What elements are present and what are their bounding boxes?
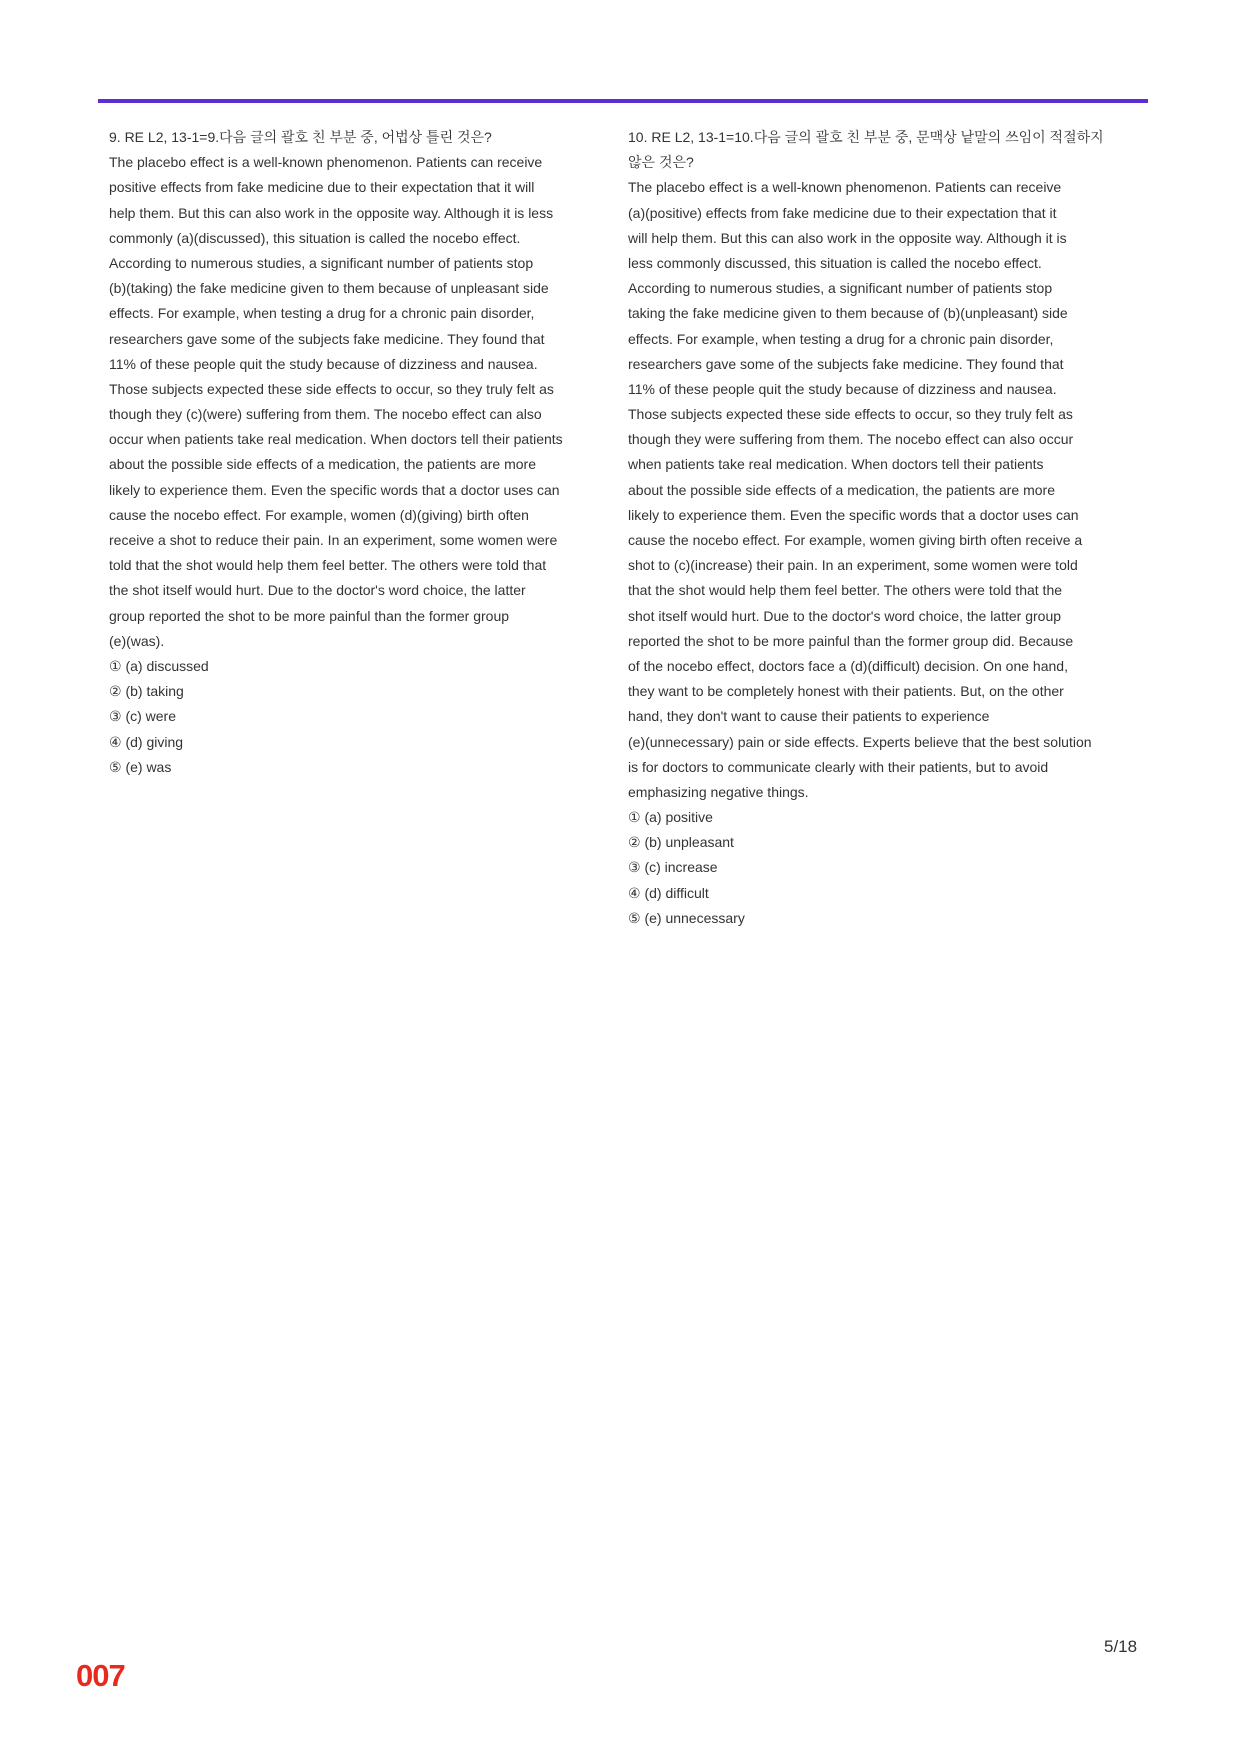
passage-line: occur when patients take real medication. When doctors tell their patients <box>109 431 563 448</box>
answer-options <box>628 805 1140 931</box>
question-column-left <box>109 125 621 780</box>
answer-options <box>109 654 621 780</box>
passage-line: about the possible side effects of a medication, the patients are more <box>109 456 536 473</box>
passage-line: effects. For example, when testing a drug for a chronic pain disorder, <box>109 305 535 322</box>
passage-line: (b)(taking) the fake medicine given to them because of unpleasant side <box>109 280 549 297</box>
answer-option-4: ④ (d) difficult <box>628 884 709 901</box>
passage-line: likely to experience them. Even the specific words that a doctor uses can <box>628 506 1079 523</box>
answer-option-3: ③ (c) increase <box>628 859 718 876</box>
passage-line: (a)(positive) effects from fake medicine due to their expectation that it <box>628 204 1057 221</box>
passage-line: Those subjects expected these side effects to occur, so they truly felt as <box>628 406 1073 423</box>
passage-line: According to numerous studies, a significant number of patients stop <box>628 280 1053 297</box>
passage-line: when patients take real medication. When doctors tell their patients <box>628 456 1044 473</box>
passage-line: less commonly discussed, this situation is called the nocebo effect. <box>628 254 1042 271</box>
question-title-line: 9. RE L2, 13-1=9.다음 글의 괄호 친 부분 중, 어법상 틀린 것은? <box>109 129 492 145</box>
answer-option-3: ③ (c) were <box>109 708 176 725</box>
passage-line: 11% of these people quit the study because of dizziness and nausea. <box>109 355 538 372</box>
passage-line: they want to be completely honest with their patients. But, on the other <box>628 683 1064 700</box>
passage-line: likely to experience them. Even the specific words that a doctor uses can <box>109 481 560 498</box>
passage-line: commonly (a)(discussed), this situation is called the nocebo effect. <box>109 229 521 246</box>
question-title-line: 않은 것은? <box>628 154 694 171</box>
passage-line: researchers gave some of the subjects fake medicine. They found that <box>109 330 545 347</box>
passage-line: though they (c)(were) suffering from them. The nocebo effect can also <box>109 406 542 423</box>
passage-line: will help them. But this can also work in the opposite way. Although it is <box>628 229 1067 246</box>
passage-line: about the possible side effects of a medication, the patients are more <box>628 481 1055 498</box>
answer-option-1: ① (a) positive <box>628 809 713 826</box>
answer-option-5: ⑤ (e) unnecessary <box>628 909 745 926</box>
passage-line: positive effects from fake medicine due to their expectation that it will <box>109 179 535 196</box>
passage-line: 11% of these people quit the study because of dizziness and nausea. <box>628 380 1057 397</box>
passage-line: According to numerous studies, a significant number of patients stop <box>109 254 534 271</box>
passage-line: emphasizing negative things. <box>628 783 809 800</box>
passage-line: The placebo effect is a well-known phenomenon. Patients can receive <box>109 154 543 171</box>
passage-line: that the shot would help them feel better. The others were told that the <box>628 582 1063 599</box>
passage-line: though they were suffering from them. The nocebo effect can also occur <box>628 431 1074 448</box>
answer-option-1: ① (a) discussed <box>109 657 209 674</box>
passage-line: (e)(was). <box>109 632 165 649</box>
answer-option-5: ⑤ (e) was <box>109 758 172 775</box>
passage-line: reported the shot to be more painful than the former group did. Because <box>628 632 1074 649</box>
question-column-right <box>628 125 1140 931</box>
answer-option-2: ② (b) unpleasant <box>628 834 734 851</box>
passage-line: Those subjects expected these side effects to occur, so they truly felt as <box>109 380 554 397</box>
passage-line: cause the nocebo effect. For example, women (d)(giving) birth often <box>109 506 529 523</box>
question-title <box>628 125 1140 175</box>
brand-logo: 007 <box>76 1658 125 1693</box>
question-title-line: 10. RE L2, 13-1=10.다음 글의 괄호 친 부분 중, 문맥상 낱말의 쓰임이 적절하지 <box>628 129 1104 145</box>
passage <box>109 150 621 654</box>
passage-line: told that the shot would help them feel better. The others were told that <box>109 557 547 574</box>
page-number: 5/18 <box>1104 1637 1138 1656</box>
passage-line: cause the nocebo effect. For example, women giving birth often receive a <box>628 532 1083 548</box>
passage-line: group reported the shot to be more painful than the former group <box>109 607 510 624</box>
header-divider <box>98 99 1148 103</box>
passage-line: is for doctors to communicate clearly with their patients, but to avoid <box>628 758 1049 775</box>
passage-line: shot itself would hurt. Due to the doctor's word choice, the latter group <box>628 607 1062 624</box>
passage-line: The placebo effect is a well-known phenomenon. Patients can receive <box>628 179 1062 196</box>
passage-line: hand, they don't want to cause their patients to experience <box>628 708 990 725</box>
passage-line: taking the fake medicine given to them because of (b)(unpleasant) side <box>628 305 1068 322</box>
passage <box>628 175 1140 805</box>
passage-line: receive a shot to reduce their pain. In an experiment, some women were <box>109 532 558 548</box>
passage-line: researchers gave some of the subjects fake medicine. They found that <box>628 355 1064 372</box>
passage-line: shot to (c)(increase) their pain. In an experiment, some women were told <box>628 557 1078 574</box>
passage-line: the shot itself would hurt. Due to the doctor's word choice, the latter <box>109 582 526 599</box>
question-title <box>109 125 621 150</box>
passage-line: effects. For example, when testing a drug for a chronic pain disorder, <box>628 330 1054 347</box>
passage-line: of the nocebo effect, doctors face a (d)(difficult) decision. On one hand, <box>628 657 1068 674</box>
passage-line: (e)(unnecessary) pain or side effects. Experts believe that the best solution <box>628 733 1092 750</box>
passage-line: help them. But this can also work in the opposite way. Although it is less <box>109 204 554 221</box>
answer-option-4: ④ (d) giving <box>109 733 184 750</box>
answer-option-2: ② (b) taking <box>109 683 184 700</box>
